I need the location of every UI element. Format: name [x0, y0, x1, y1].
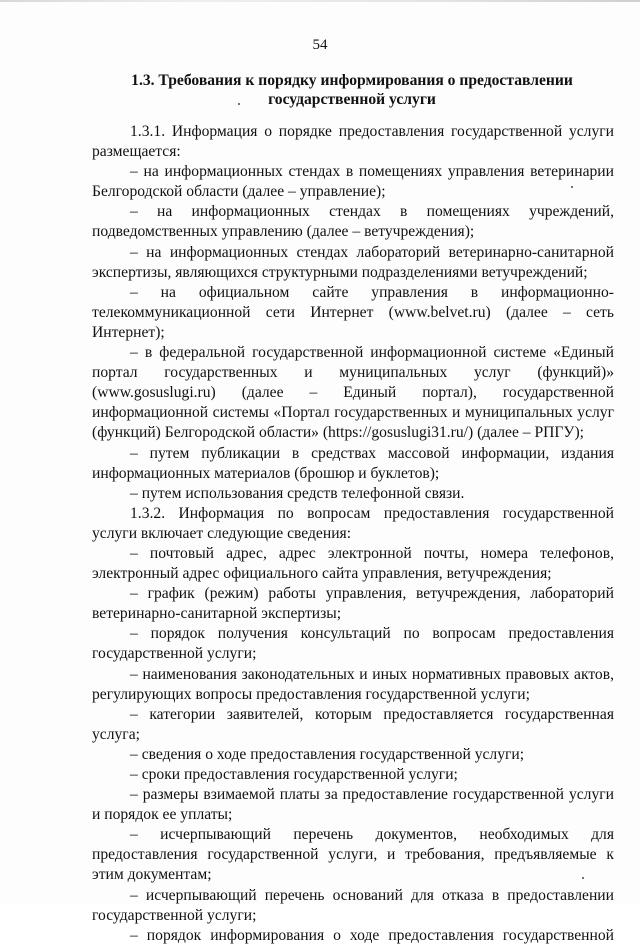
paragraph: – в федеральной государственной информационной системе «Единый портал государственных и муниципальных услуг (функций)» (www.gosuslugi.ru) (далее – Единый портал), государственной информационной системы «Портал государственных и муниципальных услуг (функций) Белгородской области» (https://gosuslugi31.ru/) (далее – РПГУ);	[92, 344, 614, 442]
paragraph: – на официальном сайте управления в информационно-телекоммуникационной сети Интернет (www.belvet.ru) (далее – сеть Интернет);	[92, 283, 614, 341]
scan-speck	[571, 186, 573, 188]
paragraph: – категории заявителей, которым предоставляется государственная услуга;	[92, 705, 614, 743]
paragraph: – график (режим) работы управления, ветучреждения, лабораторий ветеринарно-санитарной экспертизы;	[92, 585, 614, 623]
paragraph: – сведения о ходе предоставления государственной услуги;	[130, 745, 525, 763]
paragraph: – на информационных стендах лабораторий ветеринарно-санитарной экспертизы, являющихся структурными подразделениями ветучреждений;	[92, 243, 614, 281]
page-number: 54	[312, 37, 328, 53]
paragraph: – почтовый адрес, адрес электронной почты, номера телефонов, электронный адрес официального сайта управления, ветучреждения;	[92, 544, 614, 583]
paragraph: – исчерпывающий перечень оснований для отказа в предоставлении государственной услуги;	[92, 886, 614, 924]
scan-speck	[582, 877, 584, 879]
paragraph: – на информационных стендах в помещениях управления ветеринарии Белгородской области (далее – управление);	[92, 163, 614, 201]
paragraph: – на информационных стендах в помещениях учреждений, подведомственных управлению (далее – ветучреждения);	[92, 203, 614, 241]
document-body	[92, 122, 614, 946]
scan-edge	[0, 0, 640, 2]
paragraph: – размеры взимаемой платы за предоставление государственной услуги и порядок ее уплаты;	[92, 786, 614, 824]
section-title-line-2: государственной услуги	[268, 91, 436, 108]
paragraph: 1.3.1. Информация о порядке предоставления государственной услуги размещается:	[92, 123, 614, 161]
paragraph: – сроки предоставления государственной услуги;	[130, 766, 458, 783]
section-title	[92, 71, 612, 109]
section-title-line-1: 1.3. Требования к порядку информирования о предоставлении	[131, 72, 573, 89]
paragraph: – наименования законодательных и иных нормативных правовых актов, регулирующих вопросы предоставления государственной услуги;	[92, 665, 614, 703]
paragraph: – путем публикации в средствах массовой информации, издания информационных материалов (брошюр и буклетов);	[92, 444, 614, 482]
paragraph: – исчерпывающий перечень документов, необходимых для предоставления государственной услуги, и требования, предъявляемые к этим документам;	[92, 826, 614, 884]
paragraph: 1.3.2. Информация по вопросам предоставления государственной услуги включает следующие сведения:	[92, 504, 614, 542]
scan-speck	[238, 103, 240, 105]
paragraph-continued: – порядок информирования о ходе предоставления государственной	[130, 926, 614, 944]
paragraph: – путем использования средств телефонной связи.	[130, 484, 465, 502]
paragraph: – порядок получения консультаций по вопросам предоставления государственной услуги;	[92, 625, 614, 663]
